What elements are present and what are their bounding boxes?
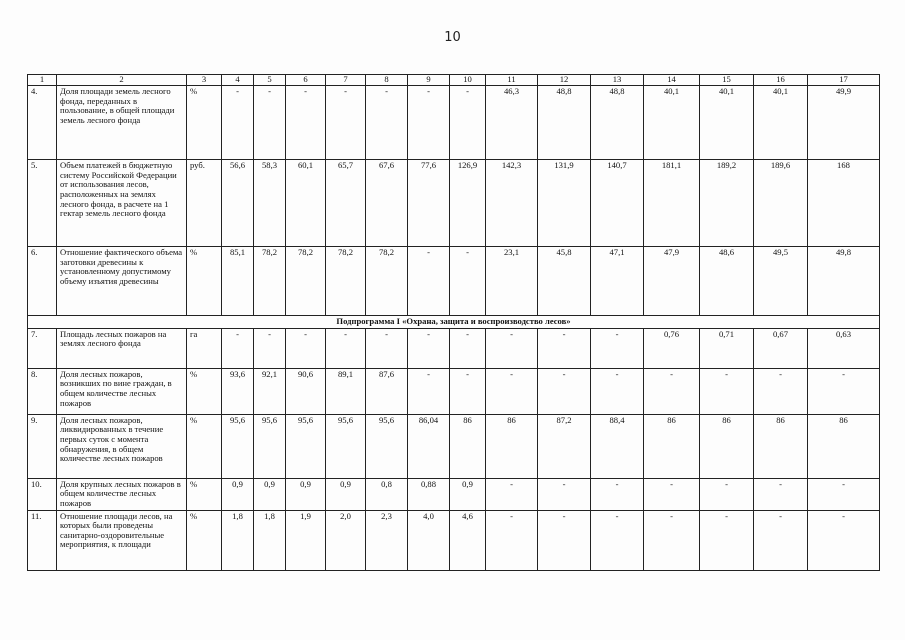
value-cell: - — [486, 478, 538, 510]
table-row — [28, 478, 880, 510]
column-header-3: 3 — [187, 75, 222, 86]
value-cell: 142,3 — [486, 160, 538, 247]
value-cell: - — [486, 510, 538, 570]
value-cell: 45,8 — [538, 247, 591, 316]
value-cell: - — [808, 368, 880, 414]
value-cell: 95,6 — [254, 414, 286, 478]
value-cell: - — [326, 86, 366, 160]
value-cell: 40,1 — [700, 86, 754, 160]
value-cell: - — [644, 510, 700, 570]
unit-cell: % — [187, 86, 222, 160]
unit-cell: % — [187, 510, 222, 570]
value-cell: - — [644, 368, 700, 414]
value-cell: - — [538, 478, 591, 510]
value-cell: 48,8 — [591, 86, 644, 160]
value-cell: 0,9 — [286, 478, 326, 510]
value-cell: 49,8 — [808, 247, 880, 316]
value-cell: 0,9 — [326, 478, 366, 510]
row-number: 11. — [28, 510, 57, 570]
value-cell: - — [222, 86, 254, 160]
value-cell: 86 — [450, 414, 486, 478]
indicator-name: Доля лесных пожаров, ликвидированных в течение первых суток с момента обнаружения, в общем количестве лесных пожаров — [57, 414, 187, 478]
value-cell: 87,2 — [538, 414, 591, 478]
value-cell: 0,71 — [700, 328, 754, 368]
value-cell: 0,9 — [222, 478, 254, 510]
value-cell: 0,9 — [254, 478, 286, 510]
unit-cell: % — [187, 247, 222, 316]
value-cell: 0,88 — [408, 478, 450, 510]
row-number: 4. — [28, 86, 57, 160]
value-cell: 86 — [700, 414, 754, 478]
unit-cell: % — [187, 478, 222, 510]
page-number: 10 — [444, 30, 461, 45]
value-cell: - — [486, 368, 538, 414]
indicators-table — [27, 74, 880, 571]
value-cell: 0,63 — [808, 328, 880, 368]
column-header-6: 6 — [286, 75, 326, 86]
value-cell: 95,6 — [222, 414, 254, 478]
column-header-12: 12 — [538, 75, 591, 86]
value-cell: 48,6 — [700, 247, 754, 316]
table-row — [28, 510, 880, 570]
indicator-name: Отношение фактического объема заготовки древесины к установленному допустимому объему изъятия древесины — [57, 247, 187, 316]
unit-cell: руб. — [187, 160, 222, 247]
value-cell: 86 — [486, 414, 538, 478]
value-cell: - — [254, 328, 286, 368]
value-cell: 86 — [808, 414, 880, 478]
value-cell: - — [808, 478, 880, 510]
row-number: 7. — [28, 328, 57, 368]
value-cell: 93,6 — [222, 368, 254, 414]
value-cell: - — [808, 510, 880, 570]
value-cell: - — [486, 328, 538, 368]
value-cell: 95,6 — [326, 414, 366, 478]
indicator-name: Отношение площади лесов, на которых были проведены санитарно-оздоровительные мероприятия, к площади — [57, 510, 187, 570]
row-number: 9. — [28, 414, 57, 478]
subprogram-row — [28, 316, 880, 329]
table-row — [28, 368, 880, 414]
indicator-name: Площадь лесных пожаров на землях лесного фонда — [57, 328, 187, 368]
value-cell: 95,6 — [286, 414, 326, 478]
value-cell: - — [591, 328, 644, 368]
value-cell: - — [286, 328, 326, 368]
value-cell: 58,3 — [254, 160, 286, 247]
column-header-17: 17 — [808, 75, 880, 86]
column-header-8: 8 — [366, 75, 408, 86]
value-cell: 89,1 — [326, 368, 366, 414]
value-cell: 4,0 — [408, 510, 450, 570]
value-cell: 0,67 — [754, 328, 808, 368]
value-cell: 86,04 — [408, 414, 450, 478]
column-header-10: 10 — [450, 75, 486, 86]
value-cell: 0,76 — [644, 328, 700, 368]
value-cell: 181,1 — [644, 160, 700, 247]
value-cell: 90,6 — [286, 368, 326, 414]
value-cell: 40,1 — [754, 86, 808, 160]
column-header-14: 14 — [644, 75, 700, 86]
column-header-9: 9 — [408, 75, 450, 86]
value-cell: - — [450, 328, 486, 368]
value-cell: - — [450, 368, 486, 414]
value-cell: - — [286, 86, 326, 160]
value-cell: 78,2 — [326, 247, 366, 316]
indicator-name: Доля лесных пожаров, возникших по вине граждан, в общем количестве лесных пожаров — [57, 368, 187, 414]
value-cell: - — [450, 247, 486, 316]
row-number: 5. — [28, 160, 57, 247]
value-cell: - — [538, 510, 591, 570]
value-cell: - — [408, 368, 450, 414]
value-cell: 87,6 — [366, 368, 408, 414]
value-cell: 77,6 — [408, 160, 450, 247]
column-header-16: 16 — [754, 75, 808, 86]
value-cell: - — [408, 86, 450, 160]
value-cell: 88,4 — [591, 414, 644, 478]
indicator-name: Доля крупных лесных пожаров в общем количестве лесных пожаров — [57, 478, 187, 510]
value-cell: - — [700, 510, 754, 570]
row-number: 10. — [28, 478, 57, 510]
table-row — [28, 414, 880, 478]
value-cell: - — [366, 328, 408, 368]
value-cell: 86 — [754, 414, 808, 478]
value-cell: - — [326, 328, 366, 368]
value-cell: - — [538, 328, 591, 368]
unit-cell: % — [187, 414, 222, 478]
value-cell: - — [222, 328, 254, 368]
value-cell: 2,0 — [326, 510, 366, 570]
column-header-4: 4 — [222, 75, 254, 86]
value-cell: 48,8 — [538, 86, 591, 160]
value-cell: 189,2 — [700, 160, 754, 247]
header-row — [28, 75, 880, 86]
value-cell: 23,1 — [486, 247, 538, 316]
value-cell: - — [591, 368, 644, 414]
value-cell: - — [538, 368, 591, 414]
value-cell: - — [408, 247, 450, 316]
column-header-7: 7 — [326, 75, 366, 86]
column-header-11: 11 — [486, 75, 538, 86]
value-cell: 86 — [644, 414, 700, 478]
value-cell: 1,9 — [286, 510, 326, 570]
value-cell: 168 — [808, 160, 880, 247]
value-cell: 65,7 — [326, 160, 366, 247]
value-cell: 46,3 — [486, 86, 538, 160]
value-cell: 47,9 — [644, 247, 700, 316]
value-cell: 49,5 — [754, 247, 808, 316]
value-cell: - — [408, 328, 450, 368]
indicator-name: Доля площади земель лесного фонда, переданных в пользование, в общей площади земель лесного фонда — [57, 86, 187, 160]
column-header-13: 13 — [591, 75, 644, 86]
value-cell: 95,6 — [366, 414, 408, 478]
indicator-name: Объем платежей в бюджетную систему Российской Федерации от использования лесов, расположенных на землях лесного фонда, в расчете на 1 гектар земель лесного фонда — [57, 160, 187, 247]
column-header-2: 2 — [57, 75, 187, 86]
table-row — [28, 160, 880, 247]
value-cell: 60,1 — [286, 160, 326, 247]
row-number: 8. — [28, 368, 57, 414]
value-cell: 2,3 — [366, 510, 408, 570]
value-cell: 140,7 — [591, 160, 644, 247]
column-header-1: 1 — [28, 75, 57, 86]
value-cell: 0,8 — [366, 478, 408, 510]
value-cell: 92,1 — [254, 368, 286, 414]
value-cell: 67,6 — [366, 160, 408, 247]
value-cell: - — [754, 368, 808, 414]
value-cell: 56,6 — [222, 160, 254, 247]
value-cell: 49,9 — [808, 86, 880, 160]
table-row — [28, 247, 880, 316]
value-cell: 47,1 — [591, 247, 644, 316]
value-cell: - — [700, 478, 754, 510]
value-cell: - — [591, 510, 644, 570]
value-cell: - — [366, 86, 408, 160]
value-cell: - — [700, 368, 754, 414]
value-cell: 131,9 — [538, 160, 591, 247]
unit-cell: га — [187, 328, 222, 368]
value-cell: 126,9 — [450, 160, 486, 247]
table-row — [28, 86, 880, 160]
value-cell: - — [754, 478, 808, 510]
subprogram-title: Подпрограмма I «Охрана, защита и воспроизводство лесов» — [28, 316, 880, 329]
value-cell: 78,2 — [366, 247, 408, 316]
value-cell: 1,8 — [254, 510, 286, 570]
value-cell: - — [754, 510, 808, 570]
value-cell: - — [591, 478, 644, 510]
value-cell: 78,2 — [286, 247, 326, 316]
row-number: 6. — [28, 247, 57, 316]
value-cell: 0,9 — [450, 478, 486, 510]
column-header-5: 5 — [254, 75, 286, 86]
value-cell: 189,6 — [754, 160, 808, 247]
value-cell: - — [644, 478, 700, 510]
unit-cell: % — [187, 368, 222, 414]
value-cell: 85,1 — [222, 247, 254, 316]
value-cell: 78,2 — [254, 247, 286, 316]
value-cell: - — [254, 86, 286, 160]
column-header-15: 15 — [700, 75, 754, 86]
value-cell: - — [450, 86, 486, 160]
value-cell: 4,6 — [450, 510, 486, 570]
value-cell: 40,1 — [644, 86, 700, 160]
value-cell: 1,8 — [222, 510, 254, 570]
table-row — [28, 328, 880, 368]
